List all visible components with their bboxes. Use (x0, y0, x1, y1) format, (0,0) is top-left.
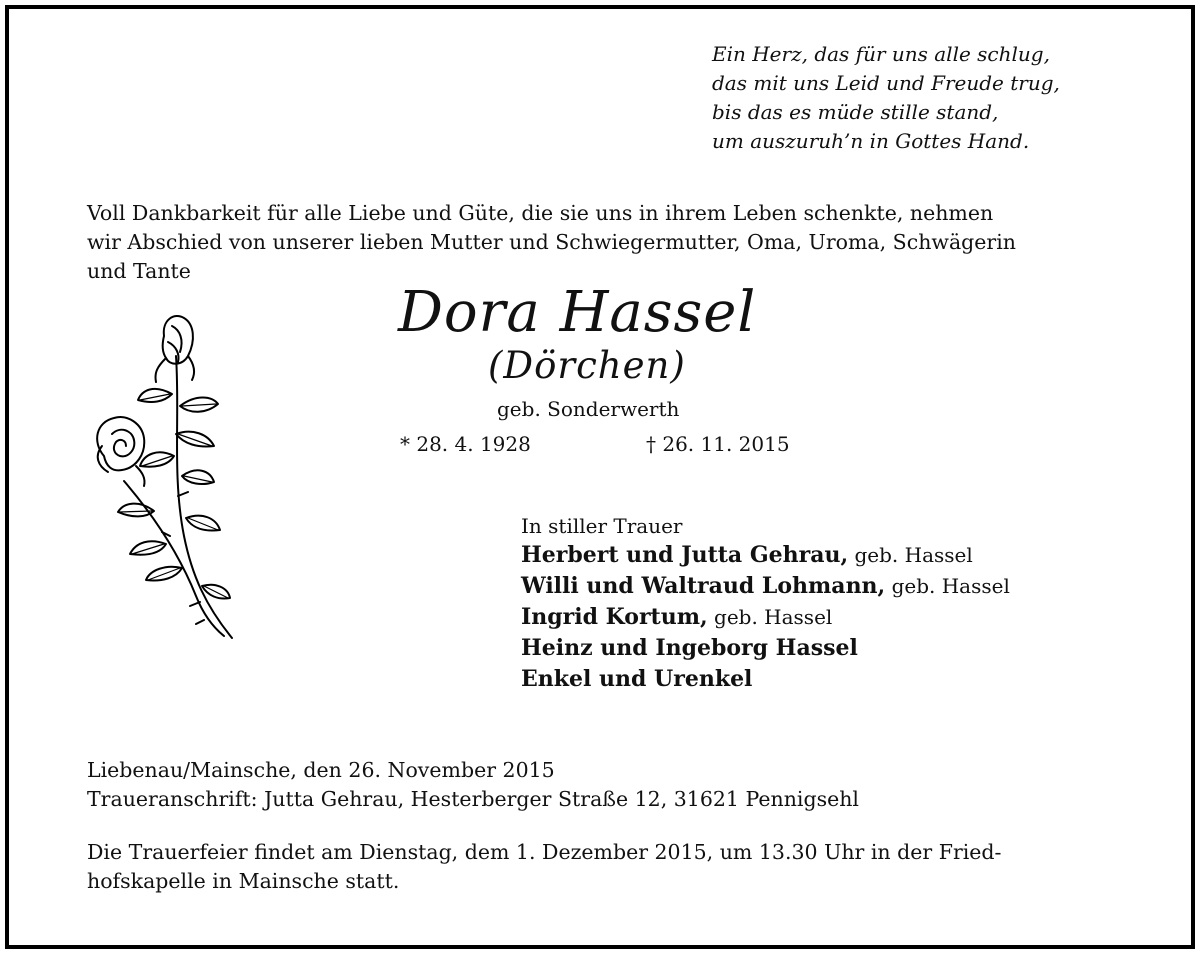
deceased-nickname: (Dörchen) (488, 344, 686, 387)
mourner-name: Enkel und Urenkel (521, 666, 753, 692)
intro-line: und Tante (87, 259, 191, 283)
poem-line: Ein Herz, das für uns alle schlug, (712, 42, 1050, 66)
mourning-address-line: Traueranschrift: Jutta Gehrau, Hesterberger Straße 12, 31621 Pennigsehl (87, 787, 859, 811)
service-line: Die Trauerfeier findet am Dienstag, dem 1. Dezember 2015, um 13.30 Uhr in der Fried- (87, 840, 1002, 864)
maiden-name: geb. Sonderwerth (497, 397, 680, 421)
rose-leaf (118, 504, 154, 517)
mourner-suffix: geb. Hassel (848, 543, 973, 567)
mourner-name: Heinz und Ingeborg Hassel (521, 635, 858, 661)
intro-line: Voll Dankbarkeit für alle Liebe und Güte, die sie uns in ihrem Leben schenkte, nehmen (87, 201, 994, 225)
death-date: † 26. 11. 2015 (646, 432, 790, 456)
mourner-row (521, 633, 1010, 664)
poem-line: das mit uns Leid und Freude trug, (712, 71, 1060, 95)
mourner-suffix: geb. Hassel (707, 605, 833, 629)
place-and-address (87, 756, 859, 814)
funeral-service-notice (87, 838, 1001, 896)
intro-line: wir Abschied von unserer lieben Mutter und Schwiegermutter, Oma, Uroma, Schwägerin (87, 230, 1016, 254)
memorial-poem (712, 40, 1060, 156)
mourners-lead: In stiller Trauer (521, 514, 683, 538)
intro-text (87, 199, 1117, 286)
poem-line: um auszuruh’n in Gottes Hand. (712, 129, 1030, 153)
mourner-suffix: geb. Hassel (885, 574, 1010, 598)
rose-icon (84, 306, 244, 646)
mourner-name: Herbert und Jutta Gehrau, (521, 542, 849, 568)
mourner-row (521, 602, 1010, 633)
birth-date: * 28. 4. 1928 (400, 432, 531, 456)
place-date-line: Liebenau/Mainsche, den 26. November 2015 (87, 758, 555, 782)
poem-line: bis das es müde stille stand, (712, 100, 999, 124)
rose-leaf (138, 389, 172, 402)
deceased-name: Dora Hassel (398, 280, 757, 345)
rose-bloom (97, 417, 144, 470)
mourner-name: Ingrid Kortum, (521, 604, 708, 630)
mourners-list (521, 512, 1010, 695)
mourner-row (521, 664, 1010, 695)
service-line: hofskapelle in Mainsche statt. (87, 869, 400, 893)
mourner-row (521, 571, 1010, 602)
mourner-row (521, 540, 1010, 571)
mourner-name: Willi und Waltraud Lohmann, (521, 573, 886, 599)
